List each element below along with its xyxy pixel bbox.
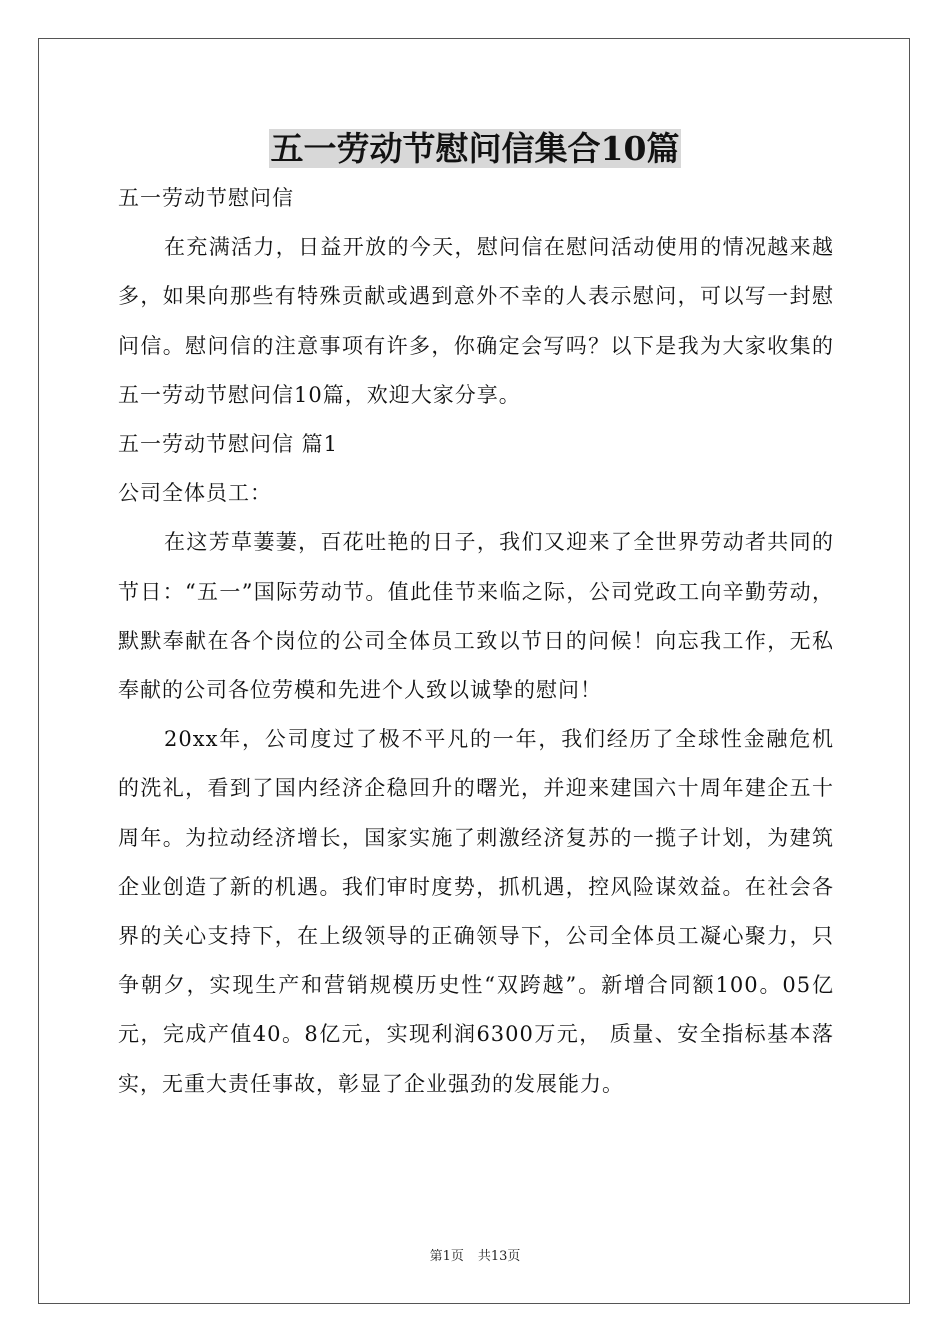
page-footer (0, 1248, 950, 1266)
paragraph: 在这芳草萋萋，百花吐艳的日子，我们又迎来了全世界劳动者共同的节日：“五一”国际劳动节。值此佳节来临之际，公司党政工向辛勤劳动，默默奉献在各个岗位的公司全体员工致以节日的问候！向忘我工作，无私奉献的公司各位劳模和先进个人致以诚挚的慰问！ (118, 530, 834, 703)
document-body (118, 174, 834, 1109)
paragraph: 在充满活力，日益开放的今天，慰问信在慰问活动使用的情况越来越多，如果向那些有特殊贡献或遇到意外不幸的人表示慰问，可以写一封慰问信。慰问信的注意事项有许多，你确定会写吗？以下是我为大家收集的五一劳动节慰问信10篇，欢迎大家分享。 (118, 235, 834, 407)
page-total: 共13页 (477, 1249, 521, 1264)
paragraph: 公司全体员工： (118, 481, 272, 506)
document-title-text: 五一劳动节慰问信集合10篇 (270, 129, 680, 168)
page-number: 第1页 (429, 1249, 464, 1264)
paragraph: 20xx年，公司度过了极不平凡的一年，我们经历了全球性金融危机的洗礼，看到了国内经济企稳回升的曙光，并迎来建国六十周年建企五十周年。为拉动经济增长，国家实施了刺激经济复苏的一揽子计划，为建筑企业创造了新的机遇。我们审时度势，抓机遇，控风险谋效益。在社会各界的关心支持下，在上级领导的正确领导下，公司全体员工凝心聚力，只争朝夕，实现生产和营销规模历史性“双跨越”。新增合同额100。05亿元，完成产值40。8亿元，实现利润6300万元， 质量、安全指标基本落实，无重大责任事故，彰显了企业强劲的发展能力。 (118, 727, 834, 1096)
paragraph: 五一劳动节慰问信 篇1 (118, 432, 339, 457)
paragraph: 五一劳动节慰问信 (118, 186, 294, 210)
document-title (0, 124, 950, 174)
